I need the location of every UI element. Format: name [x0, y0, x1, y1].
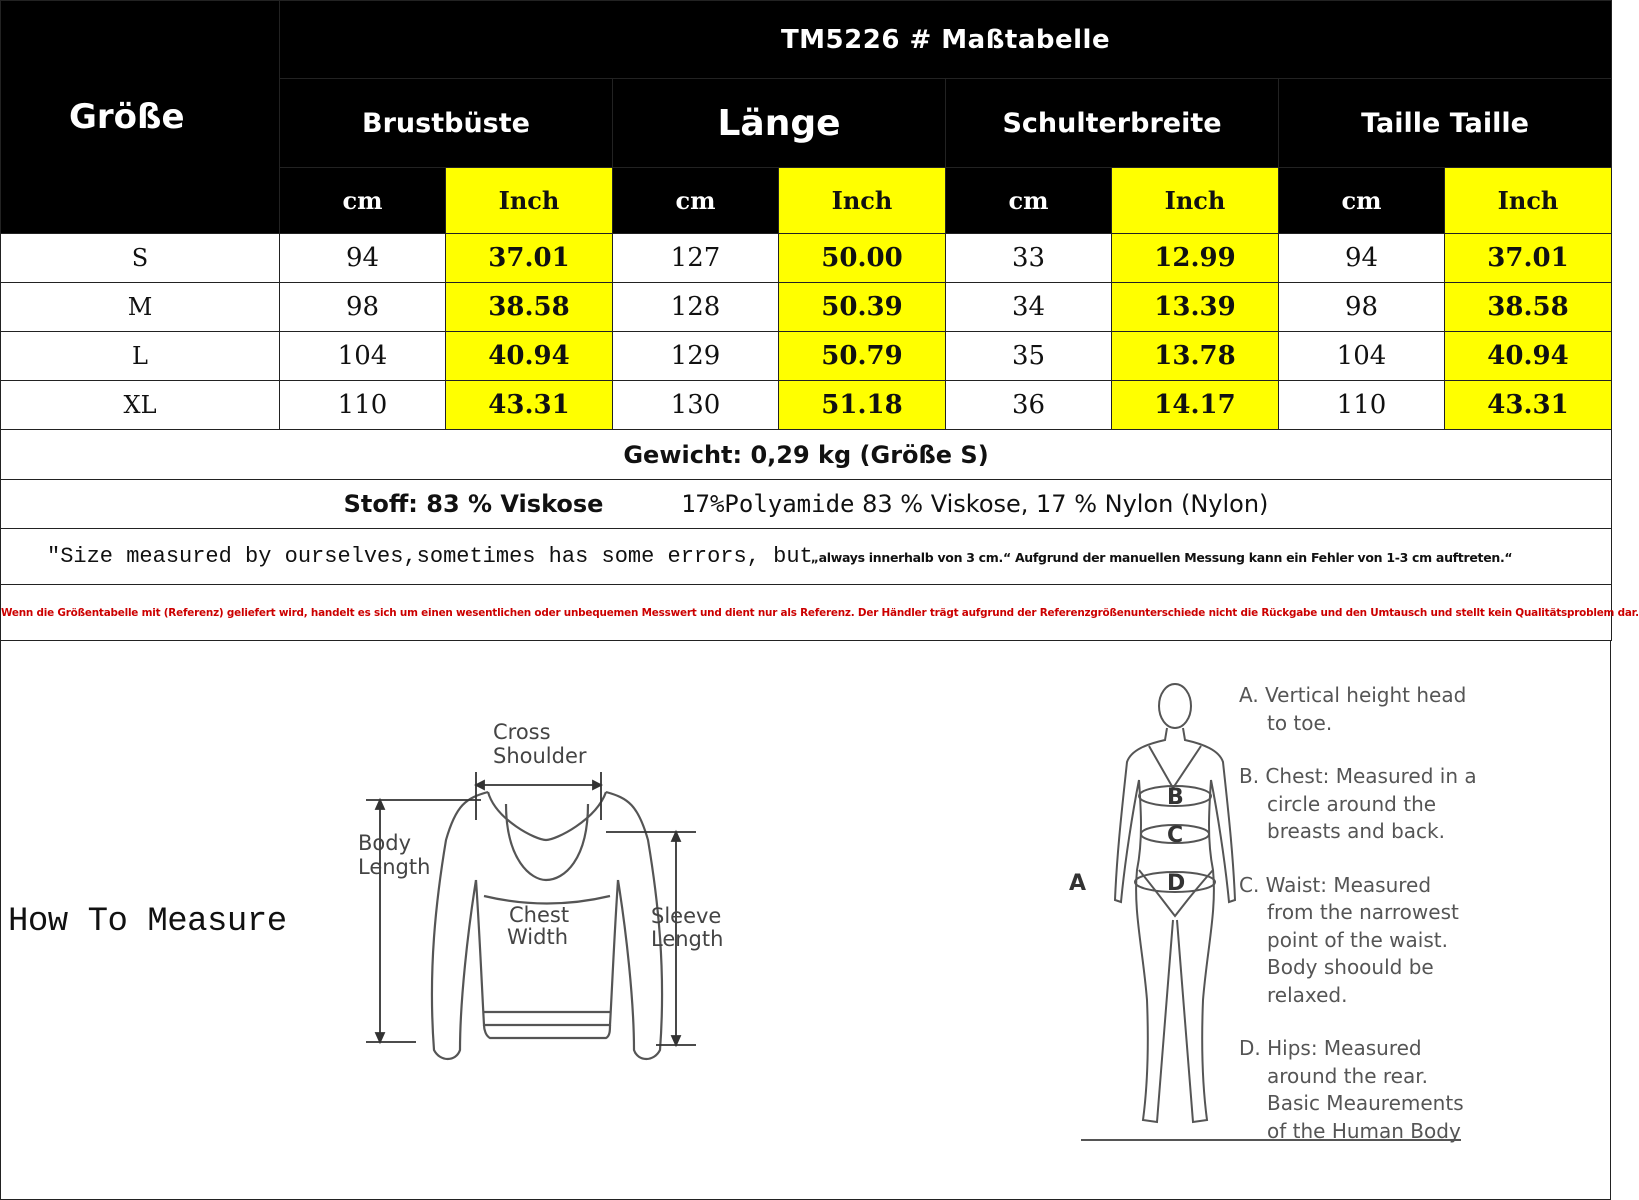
- unit-header-inch: Inch: [446, 168, 613, 234]
- value-cell: 40.94: [446, 332, 613, 381]
- value-cell: 37.01: [446, 234, 613, 283]
- table-row: [1, 381, 1612, 430]
- legend-line: D. Hips: Measured: [1239, 1036, 1422, 1060]
- value-cell: 13.78: [1112, 332, 1279, 381]
- fabric-text-3: 83 % Viskose, 17 % Nylon (Nylon): [862, 490, 1269, 518]
- sweater-hem: [484, 1025, 610, 1038]
- value-cell: 94: [280, 234, 446, 283]
- unit-header-cm: cm: [280, 168, 446, 234]
- arrow-head: [376, 800, 384, 809]
- value-cell: 50.39: [779, 283, 946, 332]
- table-row: [1, 234, 1612, 283]
- label-cross-shoulder: Shoulder: [493, 744, 587, 768]
- table-row: [1, 332, 1612, 381]
- legend-line: Basic Meaurements: [1267, 1091, 1464, 1115]
- legend-line: of the Human Body: [1267, 1118, 1461, 1143]
- label-sleeve-length: Length: [651, 927, 724, 951]
- value-cell: 98: [280, 283, 446, 332]
- label-d: D: [1167, 871, 1186, 896]
- label-cross-shoulder: Cross: [493, 720, 551, 744]
- arrow-head: [672, 1036, 680, 1045]
- value-cell: 104: [1279, 332, 1445, 381]
- size-column-header: Größe: [1, 1, 280, 234]
- legend-item: [1239, 872, 1569, 1010]
- legend-line: relaxed.: [1267, 982, 1348, 1007]
- label-chest-width: Width: [507, 925, 569, 949]
- unit-header-cm: cm: [613, 168, 779, 234]
- legend-line: circle around the: [1267, 791, 1437, 816]
- legend-line: point of the waist.: [1267, 927, 1448, 952]
- arrow-head: [376, 1033, 384, 1042]
- legend-item: [1239, 763, 1569, 846]
- group-header-chest: Brustbüste: [280, 79, 613, 168]
- measurement-note: [1, 529, 1612, 585]
- value-cell: 94: [1279, 234, 1445, 283]
- value-cell: 50.00: [779, 234, 946, 283]
- legend-line: B. Chest: Measured in a: [1239, 764, 1477, 788]
- unit-header-cm: cm: [1279, 168, 1445, 234]
- group-header-shoulder: Schulterbreite: [946, 79, 1279, 168]
- legend-item: [1239, 682, 1569, 737]
- label-sleeve-length: Sleeve: [651, 904, 722, 928]
- value-cell: 51.18: [779, 381, 946, 430]
- value-cell: 38.58: [446, 283, 613, 332]
- value-cell: 127: [613, 234, 779, 283]
- measurement-legend: [1239, 682, 1569, 1171]
- value-cell: 110: [1279, 381, 1445, 430]
- value-cell: 37.01: [1445, 234, 1612, 283]
- value-cell: 98: [1279, 283, 1445, 332]
- label-body-length: Body: [358, 831, 412, 855]
- sweater-diagram: [356, 710, 756, 1070]
- value-cell: 12.99: [1112, 234, 1279, 283]
- legend-line: around the rear.: [1267, 1063, 1428, 1088]
- value-cell: 40.94: [1445, 332, 1612, 381]
- arrow-head: [593, 781, 601, 789]
- size-label: XL: [1, 381, 280, 430]
- unit-header-inch: Inch: [779, 168, 946, 234]
- size-label: S: [1, 234, 280, 283]
- body-head: [1159, 684, 1191, 728]
- value-cell: 50.79: [779, 332, 946, 381]
- value-cell: 43.31: [446, 381, 613, 430]
- table-row: [1, 283, 1612, 332]
- body-swimsuit-top: [1149, 746, 1201, 788]
- legend-item: [1239, 1035, 1569, 1145]
- group-header-length: Länge: [613, 79, 946, 168]
- how-to-measure-section: [0, 640, 1611, 1200]
- table-title: TM5226 # Maßtabelle: [280, 1, 1612, 79]
- value-cell: 14.17: [1112, 381, 1279, 430]
- value-cell: 43.31: [1445, 381, 1612, 430]
- arrow-head: [476, 781, 484, 789]
- fabric-text-2: 17%Polyamide: [681, 490, 855, 518]
- sweater-inner-neck: [506, 804, 588, 880]
- value-cell: 34: [946, 283, 1112, 332]
- legend-line: from the narrowest: [1267, 900, 1459, 924]
- size-label: M: [1, 283, 280, 332]
- arrow-head: [672, 832, 680, 841]
- value-cell: 33: [946, 234, 1112, 283]
- label-c: C: [1167, 823, 1184, 848]
- label-b: B: [1167, 785, 1184, 810]
- legend-line: to toe.: [1267, 710, 1333, 735]
- value-cell: 35: [946, 332, 1112, 381]
- legend-line: A. Vertical height head: [1239, 683, 1467, 707]
- sweater-body: [476, 880, 618, 1025]
- value-cell: 104: [280, 332, 446, 381]
- value-cell: 38.58: [1445, 283, 1612, 332]
- value-cell: 36: [946, 381, 1112, 430]
- label-chest-width: Chest: [509, 903, 570, 927]
- size-label: L: [1, 332, 280, 381]
- fabric-info: [1, 480, 1612, 529]
- value-cell: 129: [613, 332, 779, 381]
- value-cell: 130: [613, 381, 779, 430]
- legend-line: Body shoould be: [1267, 955, 1434, 979]
- legend-line: C. Waist: Measured: [1239, 872, 1432, 897]
- note-english: ″Size measured by ourselves,sometimes has some errors, but: [47, 544, 813, 569]
- value-cell: 128: [613, 283, 779, 332]
- label-a: A: [1069, 871, 1087, 896]
- value-cell: 13.39: [1112, 283, 1279, 332]
- legend-line: breasts and back.: [1267, 819, 1445, 843]
- note-german: „always innerhalb von 3 cm.“ Aufgrund der manuellen Messung kann ein Fehler von 1-3 cm auftreten.“: [810, 550, 1513, 565]
- reference-warning: Wenn die Größentabelle mit (Referenz) geliefert wird, handelt es sich um einen wesentlichen oder unbequemen Messwert und dient nur als Referenz. Der Händler trägt aufgrund der Referenzgrößenunterschiede nicht die Rückgabe und den Umtausch und stellt kein Qualitätsproblem dar.: [1, 585, 1612, 641]
- value-cell: 110: [280, 381, 446, 430]
- label-body-length: Length: [358, 855, 431, 879]
- group-header-waist: Taille Taille: [1279, 79, 1612, 168]
- unit-header-cm: cm: [946, 168, 1112, 234]
- unit-header-inch: Inch: [1112, 168, 1279, 234]
- fabric-text-1: Stoff: 83 % Viskose: [343, 490, 604, 518]
- weight-info: Gewicht: 0,29 kg (Größe S): [1, 430, 1612, 480]
- how-to-measure-heading: How To Measure: [8, 903, 287, 941]
- unit-header-inch: Inch: [1445, 168, 1612, 234]
